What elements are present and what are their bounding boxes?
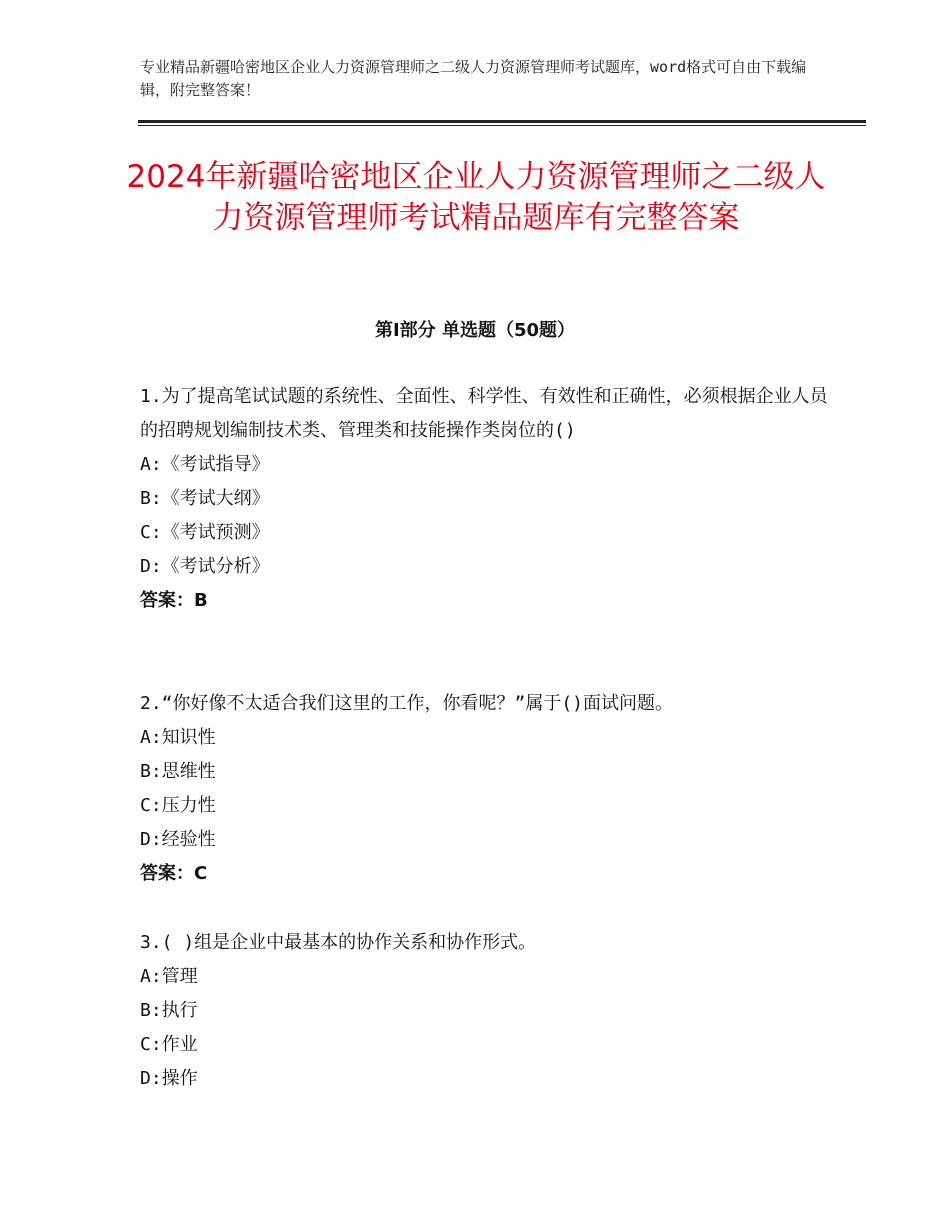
option-d: D:操作: [140, 1068, 198, 1089]
option-c: C:压力性: [140, 795, 216, 816]
header-rule-thin: [138, 125, 866, 126]
option-a: A:《考试指导》: [140, 454, 270, 475]
header-rule-thick: [138, 120, 866, 123]
option-c: C:作业: [140, 1034, 198, 1055]
option-a: A:知识性: [140, 727, 216, 748]
question-1: [140, 380, 840, 618]
option-b: B:《考试大纲》: [140, 488, 270, 509]
option-d: D:《考试分析》: [140, 556, 270, 577]
option-d: D:经验性: [140, 829, 216, 850]
answer: 答案：C: [140, 863, 208, 884]
header-note: 专业精品新疆哈密地区企业人力资源管理师之二级人力资源管理师考试题库，word格式可自由下载编辑，附完整答案！: [140, 58, 807, 99]
answer: 答案：B: [140, 590, 208, 611]
document-title: 2024年新疆哈密地区企业人力资源管理师之二级人力资源管理师考试精品题库有完整答案: [126, 159, 826, 236]
question-stem: 1.为了提高笔试试题的系统性、全面性、科学性、有效性和正确性，必须根据企业人员的招聘规划编制技术类、管理类和技能操作类岗位的(): [140, 386, 828, 441]
question-stem: 3.( )组是企业中最基本的协作关系和协作形式。: [140, 932, 537, 953]
option-b: B:思维性: [140, 761, 216, 782]
option-c: C:《考试预测》: [140, 522, 270, 543]
question-2: [140, 687, 840, 891]
option-b: B:执行: [140, 1000, 198, 1021]
question-stem: 2.“你好像不太适合我们这里的工作，你看呢？”属于()面试问题。: [140, 693, 674, 714]
option-a: A:管理: [140, 966, 198, 987]
section-heading: 第Ⅰ部分 单选题（50题）: [374, 320, 575, 341]
question-3: [140, 926, 840, 1096]
